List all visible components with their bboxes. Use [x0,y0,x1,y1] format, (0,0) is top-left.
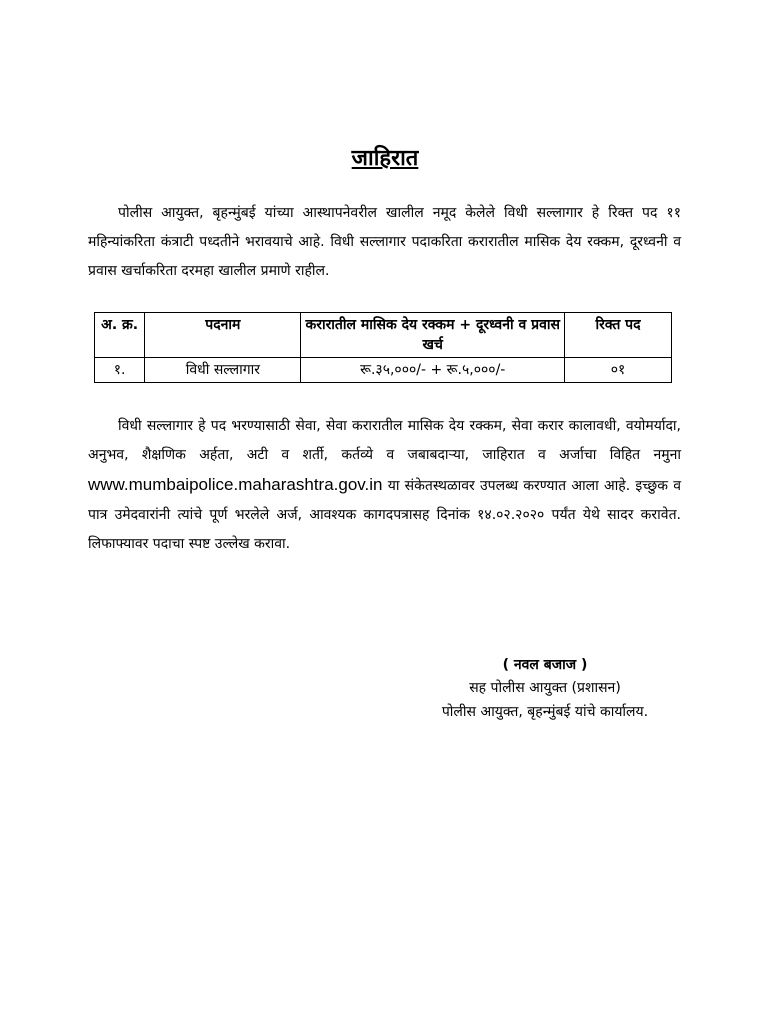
table-header-row [95,313,672,358]
cell-pay: रू.३५,०००/- + रू.५,०००/- [301,358,565,383]
details-text-before: विधी सल्लागार हे पद भरण्यासाठी सेवा, सेवा करारातील मासिक देय रक्कम, सेवा करार कालावधी, वयोमर्यादा, अनुभव, शैक्षणिक अर्हता, अटी व शर्ती, कर्तव्ये व जबाबदाऱ्या, जाहिरात व अर्जाचा विहित नमुना [88,418,681,463]
header-pay: करारातील मासिक देय रक्कम + दूरध्वनी व प्रवास खर्च [301,313,565,358]
signatory-name: ( नवल बजाज ) [502,657,588,673]
table-row [95,358,672,383]
signatory-designation: सह पोलीस आयुक्त (प्रशासन) [469,680,621,696]
cell-sr: १. [95,358,145,383]
signatory-office: पोलीस आयुक्त, बृहन्मुंबई यांचे कार्यालय. [441,704,649,720]
header-post: पदनाम [145,313,301,358]
intro-paragraph [88,199,681,286]
details-text-after: या संकेतस्थळावर उपलब्ध करण्यात आला आहे. इच्छुक व पात्र उमेदवारांनी त्यांचे पूर्ण भरलेले अर्ज, आवश्यक कागदपत्रासह दिनांक १४.०२.२०२० पर्यंत येथे सादर करावेत. लिफाफ्यावर पदाचा स्पष्ट उल्लेख करावा. [88,478,681,552]
intro-text: पोलीस आयुक्त, बृहन्मुंबई यांच्या आस्थापनेवरील खालील नमूद केलेले विधी सल्लागार हे रिक्त पद ११ महिन्यांकरिता कंत्राटी पध्दतीने भरावयाचे आहे. विधी सल्लागार पदाकरिता करारातील मासिक देय रक्कम, दूरध्वनी व प्रवास खर्चाकरिता दरमहा खालील प्रमाणे राहील. [88,205,681,279]
vacancy-table [94,312,672,383]
header-sr: अ. क्र. [95,313,145,358]
notice-title: जाहिरात [351,146,419,171]
header-vacancy: रिक्त पद [565,313,672,358]
cell-post: विधी सल्लागार [145,358,301,383]
details-paragraph [88,412,681,559]
website-link[interactable]: www.mumbaipolice.maharashtra.gov.in [88,475,383,494]
cell-vacancy: ०१ [565,358,672,383]
